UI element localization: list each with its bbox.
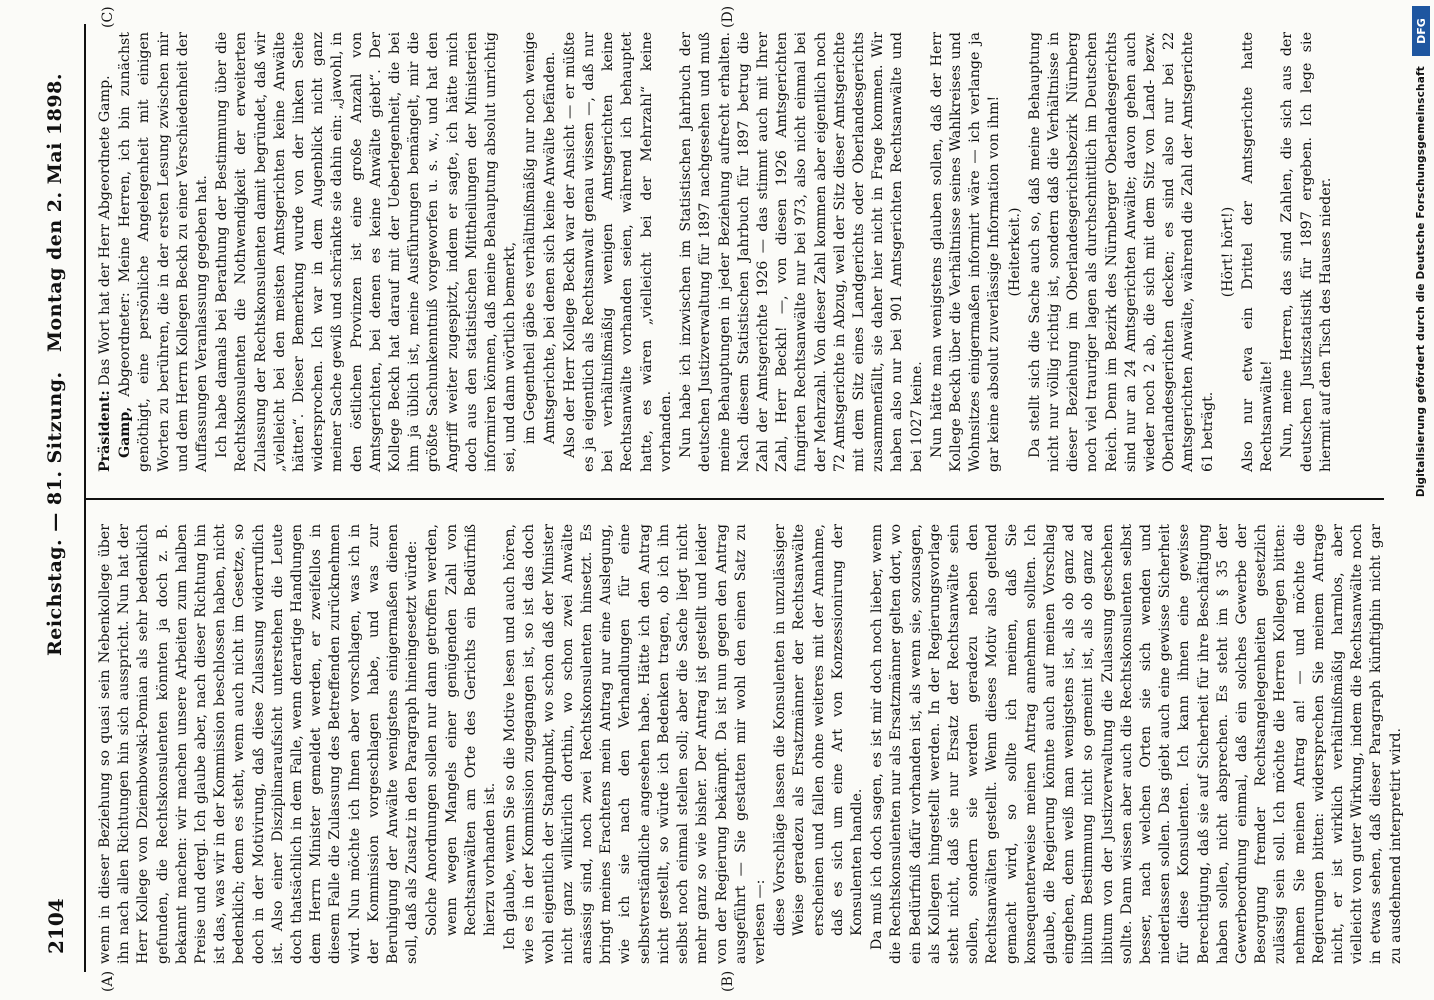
running-head-left: Reichstag. — 81. Sitzung.: [44, 371, 66, 656]
interjection: (Heiterkeit.): [1006, 207, 1023, 297]
speech-text: Meine Herren, ich bin zunächst genöthigt, eine persönliche Angelegenheit mit einigen Worten zu berühren, die in der ersten Lesung zwischen mir und dem Herrn Kollegen Beckh zu einer Verschiedenheit der Auffassungen Veranlassung gegeben hat.: [117, 32, 211, 472]
interjection: (Hört! hört!): [1219, 206, 1236, 298]
quoted-amendment: Solche Anordnungen sollen nur dann getroffen werden, wenn wegen Mangels einer genügenden Zahl von Rechtsanwälten am Orte des Gerichts ein Bedürfniß hierzu vorhanden ist.: [424, 524, 499, 936]
quoted-passage: im Gegentheil gäbe es verhältnißmäßig nur noch wenige Amtsgerichte, bei denen sich keine Anwälte befänden.: [522, 32, 558, 444]
paragraph: Da muß ich doch sagen, es ist mir doch noch lieber, wenn die Rechtskonsulenten nur als Ersatzmänner gelten dort, wo ein Bedürfniß dafür vorhanden ist, als wenn sie, sozusagen, als Kollegen hingestellt werden. In der Regierungsvorlage steht nicht, daß sie nur Ersatz der Rechtsanwälte sein sollen, sondern sie werden geradezu neben den Rechtsanwälten gestellt. Wenn dieses Motiv also geltend gemacht wird, so sollte ich meinen, daß Sie konsequenterweise meinen Antrag annehmen sollten. Ich glaube, die Regierung könnte auch auf meinen Vorschlag eingehen, denn weiß man wenigstens ist, als ob ganz ad libitum Bestimmung nicht so gemeint ist, als ob ganz ad libitum von der Justizverwaltung die Zulassung geschehen sollte. Dann wissen aber auch die Rechtskonsulenten selbst besser, nach welchen Orten sie sich wenden und niederlassen sollen. Das giebt auch eine gewisse Sicherheit für diese Konsulenten. Ich kann ihnen eine gewisse Berechtigung, daß sie auf Sicherheit für ihre Beschäftigung haben sollen, nicht absprechen. Es steht im § 35 der Gewerbeordnung einmal, daß ein solches Gewerbe der Besorgung fremder Rechtsangelegenheiten gesetzlich zulässig sein soll. Ich möchte die Herren Kollegen bitten: nehmen Sie meinen Antrag an! — und möchte die Regierungen bitten: widersprechen Sie meinem Antrage nicht, er ist wirklich verhältnißmäßig harmlos, aber vielleicht von guter Wirkung, indem die Rechtsanwälte noch in etwas sehen, daß dieser Paragraph künftighin nicht gar zu ausdehnend interpretirt wird.: [869, 524, 1404, 964]
right-column: [96, 32, 1337, 472]
running-head-right: Montag den 2. Mai 1898.: [44, 73, 66, 352]
president-statement: [96, 32, 115, 472]
page-header: [44, 24, 86, 972]
quoted-passage: diese Vorschläge lassen die Konsulenten in unzulässiger Weise geradezu als Ersatzmänner der Rechtsanwälte erscheinen und fallen ohne weiteres mit der Annahme, daß es sich um eine Art von Konzessionirung der Konsulenten handle.: [772, 524, 865, 936]
speech-opening: [116, 32, 212, 472]
margin-marker-c: (C): [100, 6, 116, 28]
paragraph: Nun hätte man wenigstens glauben sollen, daß der Herr Kollege Beckh über die Verhältnisse seines Wahlkreises und Wohnsitzes einigermaßen informirt wäre — ich verlange ja gar keine absolut zuverlässige Information von ihm!: [928, 32, 1003, 472]
speaker-label: Präsident:: [97, 390, 113, 472]
speaker-role: Abgeordneter:: [117, 292, 134, 397]
column-divider: [86, 498, 1384, 500]
page-number: 2104: [44, 898, 68, 954]
statement-text: Das Wort hat der Herr Abgeordnete Gamp.: [97, 75, 113, 386]
paragraph: Nun, meine Herren, das sind Zahlen, die sich aus der deutschen Justizstatistik für 1897 ergeben. Ich lege sie hiermit auf den Tisch des Hauses nieder.: [1279, 32, 1334, 472]
paragraph: Also nur etwa ein Drittel der Amtsgerichte hatte Rechtsanwälte!: [1239, 32, 1276, 472]
paragraph: Ich glaube, wenn Sie so die Motive lesen und auch hören, wie es in der Kommission zugegangen ist, so ist das doch wohl eigentlich der Standpunkt, wo schon daß der Minister nicht ganz willkürlich dorthin, wo schon zwei Anwälte ansässig sind, noch zwei Rechtskonsulenten hinsetzt. Es bringt meines Erachtens mein Antrag nur eine Auslegung, wie ich sie nach den Verhandlungen für eine selbstverständliche angesehen habe. Hätte ich den Antrag nicht gestellt, so würde ich Bedenken tragen, ob ich ihn selbst noch einmal stellen soll; aber die Sache liegt nicht mehr ganz so wie bisher. Der Antrag ist gestellt und leider von der Regierung bekämpft. Da ist nun gegen den Antrag ausgeführt — Sie gestatten mir wohl den einen Satz zu verlesen —:: [502, 524, 768, 964]
dfg-logo: DFG: [1412, 6, 1430, 56]
paragraph: Ich habe damals bei Berathung der Bestimmung über die Rechtskonsulenten die Nothwendigkeit der erweiterten Zulassung der Rechtskonsulenten damit begründet, daß wir „vielleicht bei den meisten Amtsgerichten keine Anwälte hätten“. Dieser Bemerkung wurde von der linken Seite widersprochen. Ich war in dem Augenblick nicht ganz meiner Sache gewiß und schränkte sie dahin ein: „jawohl, in den östlichen Provinzen ist eine große Anzahl von Amtsgerichten, bei denen es keine Anwälte giebt“. Der Kollege Beckh hat darauf mit der Ueberlegenheit, die bei ihm ja üblich ist, meine Ausführungen bemängelt, mir die größte Sachunkenntniß vorgeworfen u. s. w., und hat den Angriff weiter zugespitzt, indem er sagte, ich hätte mich doch aus den statistischen Mittheilungen der Ministerien informiren können, daß meine Behauptung absolut unrichtig sei, und dann wörtlich bemerkt,: [214, 32, 519, 472]
speaker-name: Gamp,: [117, 406, 134, 458]
margin-marker-d: (D): [720, 5, 736, 28]
paragraph: Also der Herr Kollege Beckh war der Ansicht — er müßte es ja eigentlich als Rechtsanwalt genau wissen —, daß nur bei verhältnißmäßig wenigen Amtsgerichten keine Rechtsanwälte vorhanden seien, während ich behauptet hatte, es wären „vielleicht bei der Mehrzahl“ keine vorhanden.: [561, 32, 674, 472]
digitization-band: [1410, 0, 1434, 1000]
margin-marker-a: (A): [100, 970, 116, 992]
margin-marker-b: (B): [720, 970, 736, 992]
left-column: [96, 524, 1407, 964]
paragraph: wenn in dieser Beziehung so quasi sein Nebenkollege über ihn nach allen Richtungen hin sich ausspricht. Nun hat der Herr Kollege von Dziembowski-Pomian als sehr bedenklich gefunden, die Rechtskonsulenten könnten ja doch z. B. bekannt machen: wir machen unsere Arbeiten zum halben Preise und dergl. Ich glaube aber, nach dieser Richtung hin ist das, was wir in der Kommission beschlossen haben, nicht bedenklich; denn es steht, wenn auch nicht im Gesetze, so doch in der Motivirung, daß diese Zulassung widerruflich ist. Also einer Disziplinaraufsicht unterstehen die Leute doch thatsächlich in dem Falle, wenn derartige Handlungen dem Herrn Minister gemeldet werden, er zweifellos in diesem Falle die Zulassung des Betreffenden zurücknehmen wird. Nun möchte ich Ihnen aber vorschlagen, was ich in der Kommission vorgeschlagen habe, und was zur Beruhigung der Anwälte wenigstens einigermaßen dienen soll, daß als Zusatz in den Paragraph hineingesetzt würde:: [97, 524, 421, 964]
paragraph: Nun habe ich inzwischen im Statistischen Jahrbuch der deutschen Justizverwaltung für 1897 nachgesehen und muß meine Behauptungen in jeder Beziehung aufrecht erhalten. Nach diesem Statistischen Jahrbuch für 1897 betrug die Zahl der Amtsgerichte 1926 — das stimmt auch mit Ihrer Zahl, Herr Beckh! —, von diesen 1926 Amtsgerichten fungirten Rechtsanwälte nur bei 973, also nicht einmal bei der Mehrzahl. Von dieser Zahl kommen aber eigentlich noch 72 Amtsgerichte in Abzug, weil der Sitz dieser Amtsgerichte mit dem Sitz eines Landgerichts oder Oberlandesgerichts zusammenfällt, sie daher hier nicht in Frage kommen. Wir haben also nur bei 901 Amtsgerichten Rechtsanwälte und bei 1027 keine.: [678, 32, 925, 472]
paragraph: Da stellt sich die Sache auch so, daß meine Behauptung nicht nur völlig richtig ist, sondern daß die Verhältnisse in dieser Beziehung im Oberlandesgerichtsbezirk Nürnberg noch viel trauriger lagen als durchschnittlich im Deutschen Reich. Denn im Bezirk des Nürnberger Oberlandesgerichts sind nur an 24 Amtsgerichten Anwälte; davon gehen auch wieder noch 2 ab, die sich mit dem Sitz von Land- bezw. Oberlandesgerichten decken; es sind also nur bei 22 Amtsgerichten Anwälte, während die Zahl der Amtsgerichte 61 beträgt.: [1026, 32, 1216, 472]
digitization-note: Digitalisierung gefördert durch die Deutsche Forschungsgemeinschaft: [1415, 66, 1427, 498]
